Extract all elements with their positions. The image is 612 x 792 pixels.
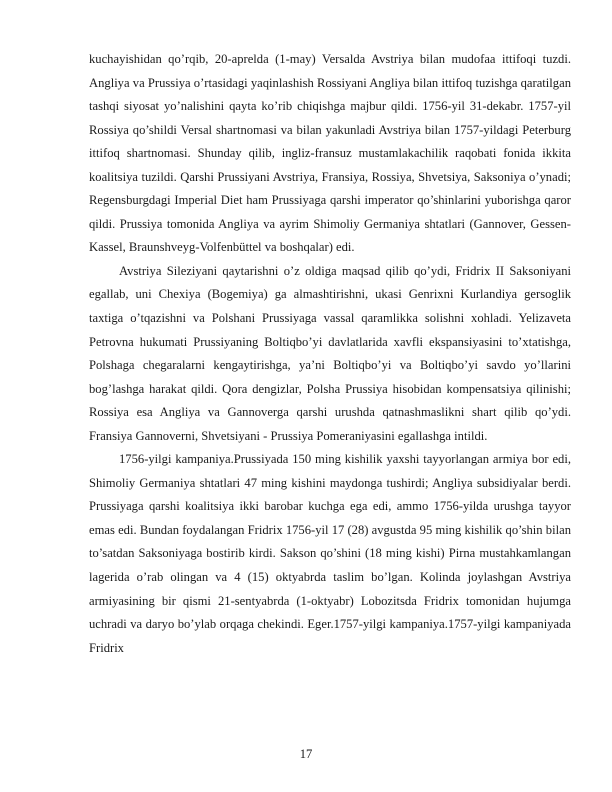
paragraph-1: kuchayishidan qo’rqib, 20-aprelda (1-may) Versalda Avstriya bilan mudofaa ittifoqi tuzdi. Angliya va Prussiya o’rtasidagi yaqinlashish Rossiyani Angliya bilan ittifoq tuzishga qaratilgan tashqi siyosat yo’nalishini qayta ko’rib chiqishga majbur qildi. 1756-yil 31-dekabr. 1757-yil Rossiya qo’shildi Versal shartnomasi va bilan yakunladi Avstriya bilan 1757-yildagi Peterburg ittifoq shartnomasi. Shunday qilib, ingliz-fransuz mustamlakachilik raqobati fonida ikkita koalitsiya tuzildi. Qarshi Prussiyani Avstriya, Fransiya, Rossiya, Shvetsiya, Saksoniya o’ynadi; Regensburgdagi Imperial Diet ham Prussiyaga qarshi imperator qo’shinlarini yuborishga qaror qildi. Prussiya tomonida Angliya va ayrim Shimoliy Germaniya shtatlari (Gannover, Gessen-Kassel, Braunshveyg-Volfenbüttel va boshqalar) edi.	[89, 52, 571, 255]
page-number: 17	[299, 747, 313, 761]
paragraph-2: Avstriya Sileziyani qaytarishni o’z oldiga maqsad qilib qo’ydi, Fridrix II Saksoniyani egallab, uni Chexiya (Bogemiya) ga almashtirishni, ukasi Genrixni Kurlandiya gersoglik taxtiga o’tqazishni va Polshani Prussiyaga vassal qaramlikka solishni xohladi. Yelizaveta Petrovna hukumati Prussiyaning Boltiqbo’yi davlatlarida xavfli ekspansiyasini to’xtatishga, Polshaga chegaralarni kengaytirishga, ya’ni Boltiqbo’yi va Boltiqbo’yi savdo yo’llarini bog’lashga harakat qildi. Qora dengizlar, Polsha Prussiya hisobidan kompensatsiya qilinishi; Rossiya esa Angliya va Gannoverga qarshi urushda qatnashmaslikni shart qilib qo’ydi. Fransiya Gannoverni, Shvetsiyani - Prussiya Pomeraniyasini egallashga intildi.	[89, 263, 571, 443]
body-text	[89, 48, 571, 660]
paragraph-3: 1756-yilgi kampaniya.Prussiyada 150 ming kishilik yaxshi tayyorlangan armiya bor edi, Shimoliy Germaniya shtatlari 47 ming kishini maydonga tushirdi; Angliya subsidiyalar berdi. Prussiyaga qarshi koalitsiya ikki barobar kuchga ega edi, ammo 1756-yilda urushga tayyor emas edi. Bundan foydalangan Fridrix 1756-yil 17 (28) avgustda 95 ming kishilik qo’shin bilan to’satdan Saksoniyaga bostirib kirdi. Sakson qo’shini (18 ming kishi) Pirna mustahkamlangan lagerida o’rab olingan va 4 (15) oktyabrda taslim bo’lgan. Kolinda joylashgan Avstriya armiyasining bir qismi 21-sentyabrda (1-oktyabr) Lobozitsda Fridrix tomonidan hujumga uchradi va daryo bo’ylab orqaga chekindi. Eger.1757-yilgi kampaniya.1757-yilgi kampaniyada Fridrix	[89, 452, 571, 655]
